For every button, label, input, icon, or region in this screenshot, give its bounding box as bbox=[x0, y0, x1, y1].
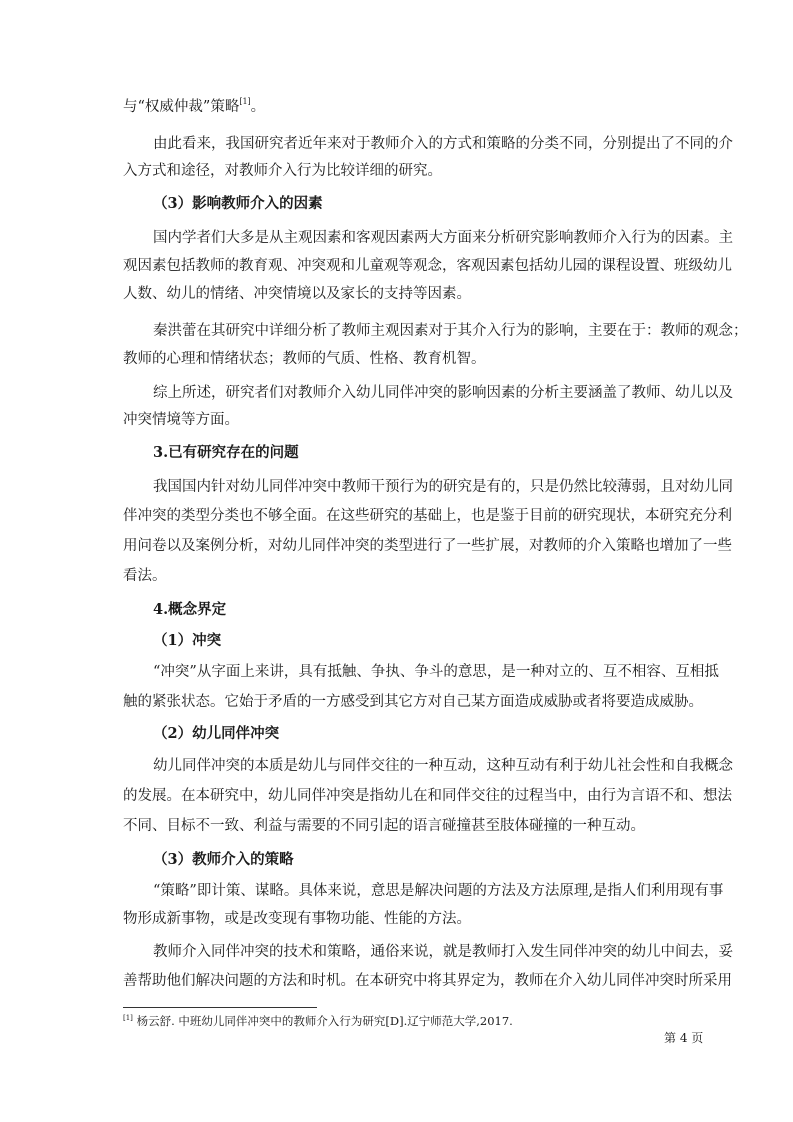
section-heading: （3）影响教师介入的因素 bbox=[153, 195, 323, 212]
page-number: 第 4 页 bbox=[664, 1031, 704, 1045]
paragraph-line: 秦洪蕾在其研究中详细分析了教师主观因素对于其介入行为的影响，主要在于：教师的观念； bbox=[153, 323, 748, 339]
paragraph-line: 观因素包括教师的教育观、冲突观和儿童观等观念，客观因素包括幼儿园的课程设置、班级幼儿 bbox=[123, 258, 732, 274]
paragraph-line: 的发展。在本研究中，幼儿同伴冲突是指幼儿在和同伴交往的过程当中，由行为言语不和、想法 bbox=[123, 788, 732, 804]
paragraph-line: 与“权威仲裁”策略[1]。 bbox=[123, 97, 266, 115]
paragraph-line: 教师的心理和情绪状态；教师的气质、性格、教育机智。 bbox=[123, 351, 486, 367]
paragraph-line: 由此看来，我国研究者近年来对于教师介入的方式和策略的分类不同，分别提出了不同的介 bbox=[153, 136, 733, 152]
paragraph-line: 用问卷以及案例分析，对幼儿同伴冲突的类型进行了一些扩展，对教师的介入策略也增加了一些 bbox=[123, 538, 732, 554]
section-heading: 4.概念界定 bbox=[153, 601, 227, 618]
paragraph-line: “冲突”从字面上来讲，具有抵触、争执、争斗的意思，是一种对立的、互不相容、互相抵 bbox=[153, 664, 719, 680]
section-heading: 3.已有研究存在的问题 bbox=[153, 444, 299, 461]
footnote-reference[interactable]: [1] bbox=[239, 97, 251, 106]
paragraph-line: “策略”即计策、谋略。具体来说，意思是解决问题的方法及方法原理,是指人们利用现有事 bbox=[153, 883, 724, 899]
footnote bbox=[123, 1013, 513, 1029]
paragraph-line: 综上所述，研究者们对教师介入幼儿同伴冲突的影响因素的分析主要涵盖了教师、幼儿以及 bbox=[153, 385, 733, 401]
paragraph-line: 教师介入同伴冲突的技术和策略，通俗来说，就是教师打入发生同伴冲突的幼儿中间去，妥 bbox=[153, 944, 733, 960]
paragraph-line: 善帮助他们解决问题的方法和时机。在本研究中将其界定为，教师在介入幼儿同伴冲突时所采用 bbox=[123, 973, 732, 989]
paragraph-line: 我国国内针对幼儿同伴冲突中教师干预行为的研究是有的，只是仍然比较薄弱，且对幼儿同 bbox=[153, 479, 733, 495]
section-heading: （3）教师介入的策略 bbox=[153, 851, 294, 868]
paragraph-line: 看法。 bbox=[123, 568, 167, 584]
footnote-separator bbox=[123, 1007, 317, 1008]
paragraph-line: 伴冲突的类型分类也不够全面。在这些研究的基础上，也是鉴于目前的研究现状，本研究充分利 bbox=[123, 508, 732, 524]
paragraph-line: 冲突情境等方面。 bbox=[123, 412, 239, 428]
footnote-marker: [1] bbox=[123, 1014, 133, 1022]
paragraph-line: 入方式和途径，对教师介入行为比较详细的研究。 bbox=[123, 163, 442, 179]
paragraph-line: 不同、目标不一致、利益与需要的不同引起的语言碰撞甚至肢体碰撞的一种互动。 bbox=[123, 818, 645, 834]
section-heading: （2）幼儿同伴冲突 bbox=[153, 725, 280, 742]
paragraph-line: 国内学者们大多是从主观因素和客观因素两大方面来分析研究影响教师介入行为的因素。主 bbox=[153, 230, 733, 246]
section-heading: （1）冲突 bbox=[153, 632, 222, 649]
paragraph-line: 触的紧张状态。它始于矛盾的一方感受到其它方对自己某方面造成威胁或者将要造成威胁。 bbox=[123, 694, 703, 710]
paragraph-line: 物形成新事物，或是改变现有事物功能、性能的方法。 bbox=[123, 911, 471, 927]
paragraph-line: 人数、幼儿的情绪、冲突情境以及家长的支持等因素。 bbox=[123, 286, 471, 302]
footnote-text: 杨云舒. 中班幼儿同伴冲突中的教师介入行为研究[D].辽宁师范大学,2017. bbox=[136, 1014, 513, 1028]
paragraph-line: 幼儿同伴冲突的本质是幼儿与同伴交往的一种互动，这种互动有利于幼儿社会性和自我概念 bbox=[153, 758, 733, 774]
